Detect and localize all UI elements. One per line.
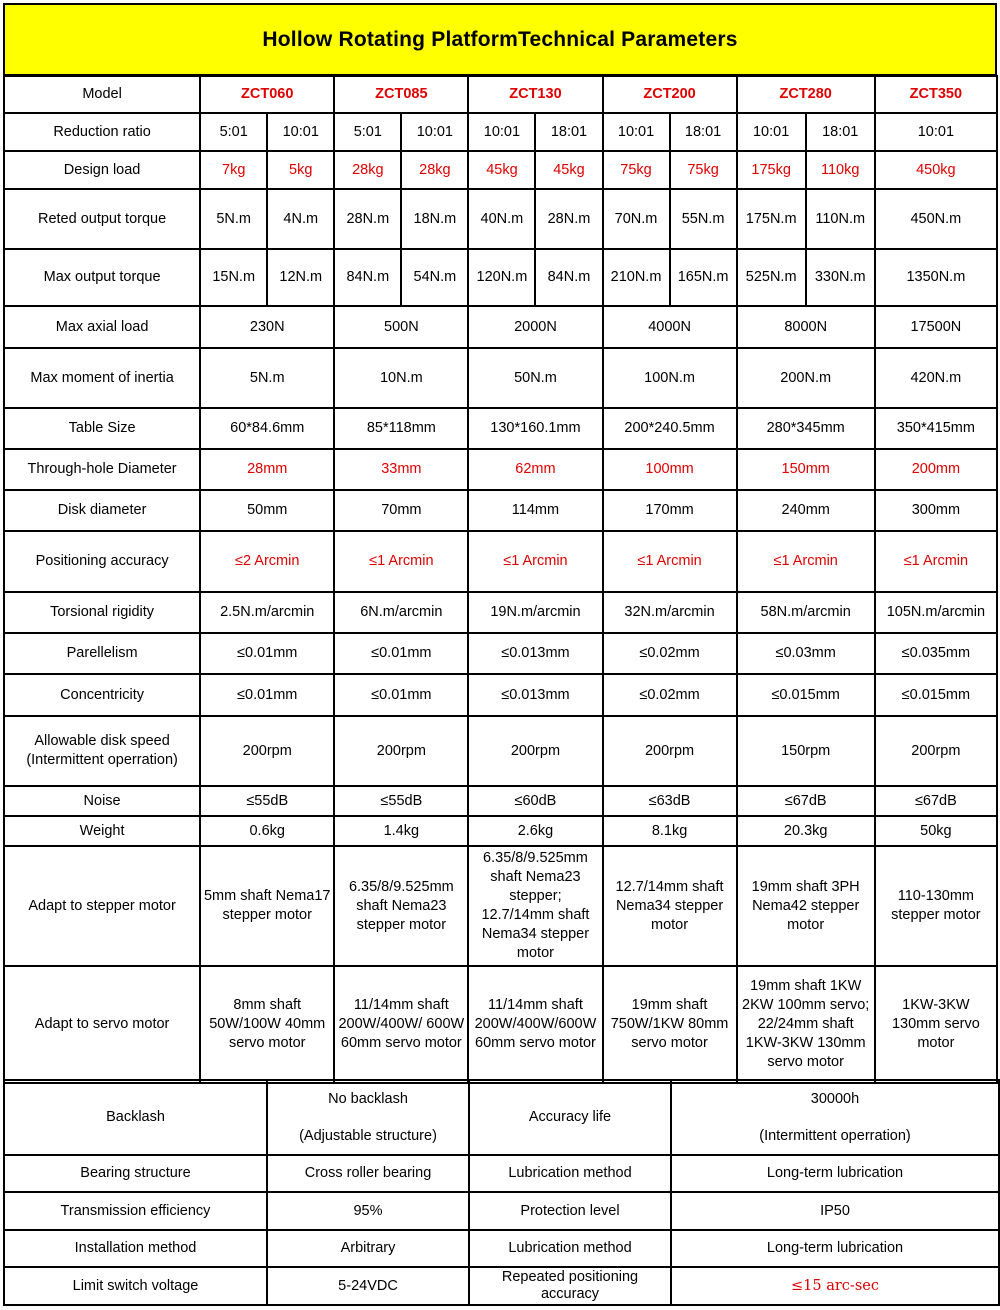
noise-value: ≤67dB <box>737 786 875 816</box>
reduction-ratio-value: 10:01 <box>401 113 468 151</box>
general-parameters-table <box>3 1079 1000 1306</box>
stepper-motor-value-line: stepper motor <box>356 916 447 933</box>
rated-torque-label: Reted output torque <box>4 189 200 249</box>
servo-motor-label: Adapt to servo motor <box>4 966 200 1083</box>
through-hole-value: 150mm <box>737 449 875 490</box>
parallelism-value: ≤0.02mm <box>603 633 737 674</box>
stepper-motor-value-line: shaft Nema23 <box>490 869 581 885</box>
weight-value: 8.1kg <box>603 816 737 846</box>
servo-motor-value-line: 60mm servo motor <box>475 1035 596 1051</box>
stepper-motor-value-line: 12.7/14mm shaft <box>615 878 724 895</box>
reduction-ratio-label: Reduction ratio <box>4 113 200 151</box>
servo-motor-value <box>200 966 334 1083</box>
weight-value: 1.4kg <box>334 816 468 846</box>
max-torque-value: 525N.m <box>737 249 806 306</box>
repeat-accuracy-value: ≤15 arc-sec <box>671 1267 999 1305</box>
installation-label: Installation method <box>4 1230 267 1267</box>
max-axial-value: 4000N <box>603 306 737 348</box>
concentricity-value: ≤0.02mm <box>603 674 737 716</box>
lubrication2-value: Long-term lubrication <box>671 1230 999 1267</box>
servo-motor-value-line: 60mm servo motor <box>340 1035 462 1051</box>
max-axial-value: 8000N <box>737 306 875 348</box>
bearing-value: Cross roller bearing <box>267 1155 469 1192</box>
through-hole-value: 28mm <box>200 449 334 490</box>
servo-motor-value-line: servo motor <box>631 1035 708 1051</box>
torsional-value: 32N.m/arcmin <box>603 592 737 633</box>
max-inertia-label: Max moment of inertia <box>4 348 200 408</box>
design-load-value: 28kg <box>334 151 401 189</box>
design-load-value: 110kg <box>806 151 875 189</box>
limit-switch-value: 5-24VDC <box>267 1267 469 1305</box>
stepper-motor-value <box>737 846 875 966</box>
max-axial-value: 2000N <box>468 306 602 348</box>
model-zct060: ZCT060 <box>200 76 334 113</box>
servo-motor-value-line: servo motor <box>228 1035 306 1051</box>
concentricity-value: ≤0.013mm <box>468 674 602 716</box>
torsional-value: 2.5N.m/arcmin <box>200 592 334 633</box>
stepper-motor-value-line: stepper; <box>509 888 562 904</box>
stepper-motor-value-line: 6.35/8/9.525mm <box>348 878 454 895</box>
design-load-value: 175kg <box>737 151 806 189</box>
efficiency-value: 95% <box>267 1192 469 1230</box>
positioning-value: ≤1 Arcmin <box>737 531 875 592</box>
disk-speed-value: 200rpm <box>200 716 334 786</box>
reduction-ratio-value: 18:01 <box>670 113 737 151</box>
max-axial-value: 230N <box>200 306 334 348</box>
stepper-motor-value-line: shaft Nema23 <box>356 897 447 914</box>
reduction-ratio-value: 10:01 <box>603 113 670 151</box>
reduction-ratio-value: 18:01 <box>806 113 875 151</box>
positioning-value: ≤1 Arcmin <box>334 531 468 592</box>
max-axial-label: Max axial load <box>4 306 200 348</box>
parallelism-value: ≤0.01mm <box>334 633 468 674</box>
servo-motor-value-line: 8mm shaft <box>233 997 302 1013</box>
servo-motor-value <box>334 966 468 1083</box>
servo-motor-value-line: 11/14mm shaft <box>353 997 449 1013</box>
disk-speed-value: 150rpm <box>737 716 875 786</box>
positioning-value: ≤2 Arcmin <box>200 531 334 592</box>
reduction-ratio-value: 18:01 <box>535 113 602 151</box>
reduction-ratio-value: 10:01 <box>737 113 806 151</box>
max-torque-value: 120N.m <box>468 249 535 306</box>
through-hole-value: 33mm <box>334 449 468 490</box>
rated-torque-value: 28N.m <box>535 189 602 249</box>
noise-value: ≤63dB <box>603 786 737 816</box>
table-size-value: 130*160.1mm <box>468 408 602 449</box>
noise-value: ≤55dB <box>334 786 468 816</box>
through-hole-value: 62mm <box>468 449 602 490</box>
through-hole-label: Through-hole Diameter <box>4 449 200 490</box>
through-hole-value: 100mm <box>603 449 737 490</box>
servo-motor-value-line: 11/14mm shaft <box>488 997 583 1013</box>
max-torque-value: 330N.m <box>806 249 875 306</box>
max-torque-value: 1350N.m <box>875 249 997 306</box>
accuracy-life-label: Accuracy life <box>469 1080 671 1155</box>
table-size-value: 350*415mm <box>875 408 997 449</box>
lubrication2-label: Lubrication method <box>469 1230 671 1267</box>
max-torque-value: 165N.m <box>670 249 737 306</box>
rated-torque-value: 40N.m <box>468 189 535 249</box>
stepper-motor-value-line: motor <box>651 916 689 933</box>
model-zct130: ZCT130 <box>468 76 602 113</box>
model-zct085: ZCT085 <box>334 76 468 113</box>
page-title: Hollow Rotating PlatformTechnical Parameters <box>262 27 738 51</box>
model-zct350: ZCT350 <box>875 76 997 113</box>
rated-torque-value: 55N.m <box>670 189 737 249</box>
disk-speed-label <box>4 716 200 786</box>
lubrication-value: Long-term lubrication <box>671 1155 999 1192</box>
disk-speed-value: 200rpm <box>875 716 997 786</box>
disk-diameter-label: Disk diameter <box>4 490 200 531</box>
parallelism-value: ≤0.013mm <box>468 633 602 674</box>
weight-value: 2.6kg <box>468 816 602 846</box>
repeat-accuracy-label <box>469 1267 671 1305</box>
rated-torque-value: 5N.m <box>200 189 267 249</box>
max-inertia-value: 5N.m <box>200 348 334 408</box>
rated-torque-value: 110N.m <box>806 189 875 249</box>
positioning-value: ≤1 Arcmin <box>468 531 602 592</box>
servo-motor-value <box>875 966 997 1083</box>
concentricity-label: Concentricity <box>4 674 200 716</box>
stepper-motor-value <box>200 846 334 966</box>
through-hole-value: 200mm <box>875 449 997 490</box>
concentricity-value: ≤0.015mm <box>737 674 875 716</box>
noise-value: ≤60dB <box>468 786 602 816</box>
disk-speed-value: 200rpm <box>334 716 468 786</box>
stepper-motor-value <box>603 846 737 966</box>
accuracy-life-value: 30000h <box>671 1080 999 1118</box>
rated-torque-value: 28N.m <box>334 189 401 249</box>
servo-motor-value-line: 19mm shaft <box>631 997 708 1013</box>
table-size-value: 200*240.5mm <box>603 408 737 449</box>
disk-diameter-value: 70mm <box>334 490 468 531</box>
servo-motor-value-line: 130mm servo <box>891 1016 980 1032</box>
parallelism-label: Parellelism <box>4 633 200 674</box>
max-inertia-value: 420N.m <box>875 348 997 408</box>
max-inertia-value: 200N.m <box>737 348 875 408</box>
torsional-value: 58N.m/arcmin <box>737 592 875 633</box>
stepper-motor-value-line: Nema42 stepper <box>752 897 860 914</box>
max-torque-value: 84N.m <box>334 249 401 306</box>
table-size-value: 60*84.6mm <box>200 408 334 449</box>
stepper-motor-value-line: 5mm shaft Nema17 <box>203 888 331 904</box>
max-inertia-value: 10N.m <box>334 348 468 408</box>
weight-label: Weight <box>4 816 200 846</box>
disk-diameter-value: 300mm <box>875 490 997 531</box>
table-size-value: 280*345mm <box>737 408 875 449</box>
repeat-accuracy-label-line: Repeated positioning <box>501 1269 639 1285</box>
servo-motor-value-line: 19mm shaft 1KW <box>750 978 862 994</box>
parameters-table <box>3 75 998 1084</box>
stepper-motor-value-line: 6.35/8/9.525mm <box>483 850 588 866</box>
design-load-value: 45kg <box>535 151 602 189</box>
stepper-motor-value-line: motor <box>787 916 825 933</box>
backlash-value: No backlash <box>267 1080 469 1118</box>
positioning-label: Positioning accuracy <box>4 531 200 592</box>
design-load-value: 75kg <box>670 151 737 189</box>
max-inertia-value: 100N.m <box>603 348 737 408</box>
servo-motor-value-line: 50W/100W 40mm <box>209 1016 326 1032</box>
table-size-label: Table Size <box>4 408 200 449</box>
servo-motor-value-line: servo motor <box>767 1054 844 1070</box>
rated-torque-value: 175N.m <box>737 189 806 249</box>
stepper-motor-value <box>875 846 997 966</box>
backlash-note: (Adjustable structure) <box>267 1118 469 1155</box>
stepper-motor-value-line: motor <box>516 945 554 961</box>
disk-diameter-value: 170mm <box>603 490 737 531</box>
torsional-value: 6N.m/arcmin <box>334 592 468 633</box>
design-load-value: 28kg <box>401 151 468 189</box>
servo-motor-value-line: 750W/1KW 80mm <box>610 1016 729 1032</box>
lubrication-label: Lubrication method <box>469 1155 671 1192</box>
stepper-motor-label: Adapt to stepper motor <box>4 846 200 966</box>
noise-value: ≤55dB <box>200 786 334 816</box>
installation-value: Arbitrary <box>267 1230 469 1267</box>
design-load-value: 7kg <box>200 151 267 189</box>
servo-motor-value-line: 200W/400W/ 600W <box>338 1016 465 1032</box>
stepper-motor-value <box>334 846 468 966</box>
limit-switch-label: Limit switch voltage <box>4 1267 267 1305</box>
stepper-motor-value-line: Nema34 stepper <box>615 897 724 914</box>
servo-motor-value <box>737 966 875 1083</box>
weight-value: 50kg <box>875 816 997 846</box>
table-size-value: 85*118mm <box>334 408 468 449</box>
concentricity-value: ≤0.01mm <box>334 674 468 716</box>
model-zct280: ZCT280 <box>737 76 875 113</box>
disk-speed-value: 200rpm <box>603 716 737 786</box>
reduction-ratio-value: 5:01 <box>200 113 267 151</box>
servo-motor-value-line: motor <box>917 1035 955 1051</box>
design-load-value: 75kg <box>603 151 670 189</box>
reduction-ratio-value: 5:01 <box>334 113 401 151</box>
design-load-value: 450kg <box>875 151 997 189</box>
accuracy-life-note: (Intermittent operration) <box>671 1118 999 1155</box>
disk-speed-value: 200rpm <box>468 716 602 786</box>
disk-diameter-value: 240mm <box>737 490 875 531</box>
reduction-ratio-value: 10:01 <box>267 113 334 151</box>
max-torque-value: 15N.m <box>200 249 267 306</box>
disk-diameter-value: 50mm <box>200 490 334 531</box>
positioning-value: ≤1 Arcmin <box>875 531 997 592</box>
model-zct200: ZCT200 <box>603 76 737 113</box>
reduction-ratio-value: 10:01 <box>875 113 997 151</box>
parallelism-value: ≤0.03mm <box>737 633 875 674</box>
stepper-motor-value-line: 19mm shaft 3PH <box>751 878 860 895</box>
max-torque-value: 210N.m <box>603 249 670 306</box>
concentricity-value: ≤0.015mm <box>875 674 997 716</box>
max-axial-value: 17500N <box>875 306 997 348</box>
efficiency-label: Transmission efficiency <box>4 1192 267 1230</box>
design-load-label: Design load <box>4 151 200 189</box>
servo-motor-value-line: 22/24mm shaft <box>757 1016 854 1032</box>
stepper-motor-value-line: stepper motor <box>222 907 312 923</box>
max-torque-value: 84N.m <box>535 249 602 306</box>
servo-motor-value <box>603 966 737 1083</box>
design-load-value: 5kg <box>267 151 334 189</box>
max-inertia-value: 50N.m <box>468 348 602 408</box>
stepper-motor-value-line: 12.7/14mm shaft <box>481 907 590 923</box>
torsional-label: Torsional rigidity <box>4 592 200 633</box>
disk-diameter-value: 114mm <box>468 490 602 531</box>
max-torque-label: Max output torque <box>4 249 200 306</box>
max-torque-value: 12N.m <box>267 249 334 306</box>
design-load-value: 45kg <box>468 151 535 189</box>
noise-value: ≤67dB <box>875 786 997 816</box>
noise-label: Noise <box>4 786 200 816</box>
concentricity-value: ≤0.01mm <box>200 674 334 716</box>
servo-motor-value-line: 1KW-3KW 130mm <box>745 1035 866 1051</box>
stepper-motor-value-line: Nema34 stepper <box>481 926 590 942</box>
parallelism-value: ≤0.035mm <box>875 633 997 674</box>
backlash-label: Backlash <box>4 1080 267 1155</box>
parallelism-value: ≤0.01mm <box>200 633 334 674</box>
torsional-value: 19N.m/arcmin <box>468 592 602 633</box>
disk-speed-label-line: (Intermittent operration) <box>26 752 178 768</box>
title-banner <box>3 3 997 76</box>
model-label: Model <box>4 76 200 113</box>
rated-torque-value: 4N.m <box>267 189 334 249</box>
max-axial-value: 500N <box>334 306 468 348</box>
positioning-value: ≤1 Arcmin <box>603 531 737 592</box>
disk-speed-label-line: Allowable disk speed <box>34 733 170 749</box>
repeat-accuracy-label-line: accuracy <box>540 1286 600 1302</box>
rated-torque-value: 70N.m <box>603 189 670 249</box>
stepper-motor-value-line: stepper motor <box>891 907 981 923</box>
stepper-motor-value <box>468 846 602 966</box>
bearing-label: Bearing structure <box>4 1155 267 1192</box>
max-torque-value: 54N.m <box>401 249 468 306</box>
protection-value: IP50 <box>671 1192 999 1230</box>
rated-torque-value: 18N.m <box>401 189 468 249</box>
servo-motor-value-line: 2KW 100mm servo; <box>742 997 870 1013</box>
servo-motor-value-line: 200W/400W/600W <box>474 1016 597 1032</box>
weight-value: 20.3kg <box>737 816 875 846</box>
servo-motor-value-line: 1KW-3KW <box>902 997 970 1013</box>
weight-value: 0.6kg <box>200 816 334 846</box>
servo-motor-value <box>468 966 602 1083</box>
reduction-ratio-value: 10:01 <box>468 113 535 151</box>
stepper-motor-value-line: 110-130mm <box>897 888 975 904</box>
rated-torque-value: 450N.m <box>875 189 997 249</box>
protection-label: Protection level <box>469 1192 671 1230</box>
torsional-value: 105N.m/arcmin <box>875 592 997 633</box>
